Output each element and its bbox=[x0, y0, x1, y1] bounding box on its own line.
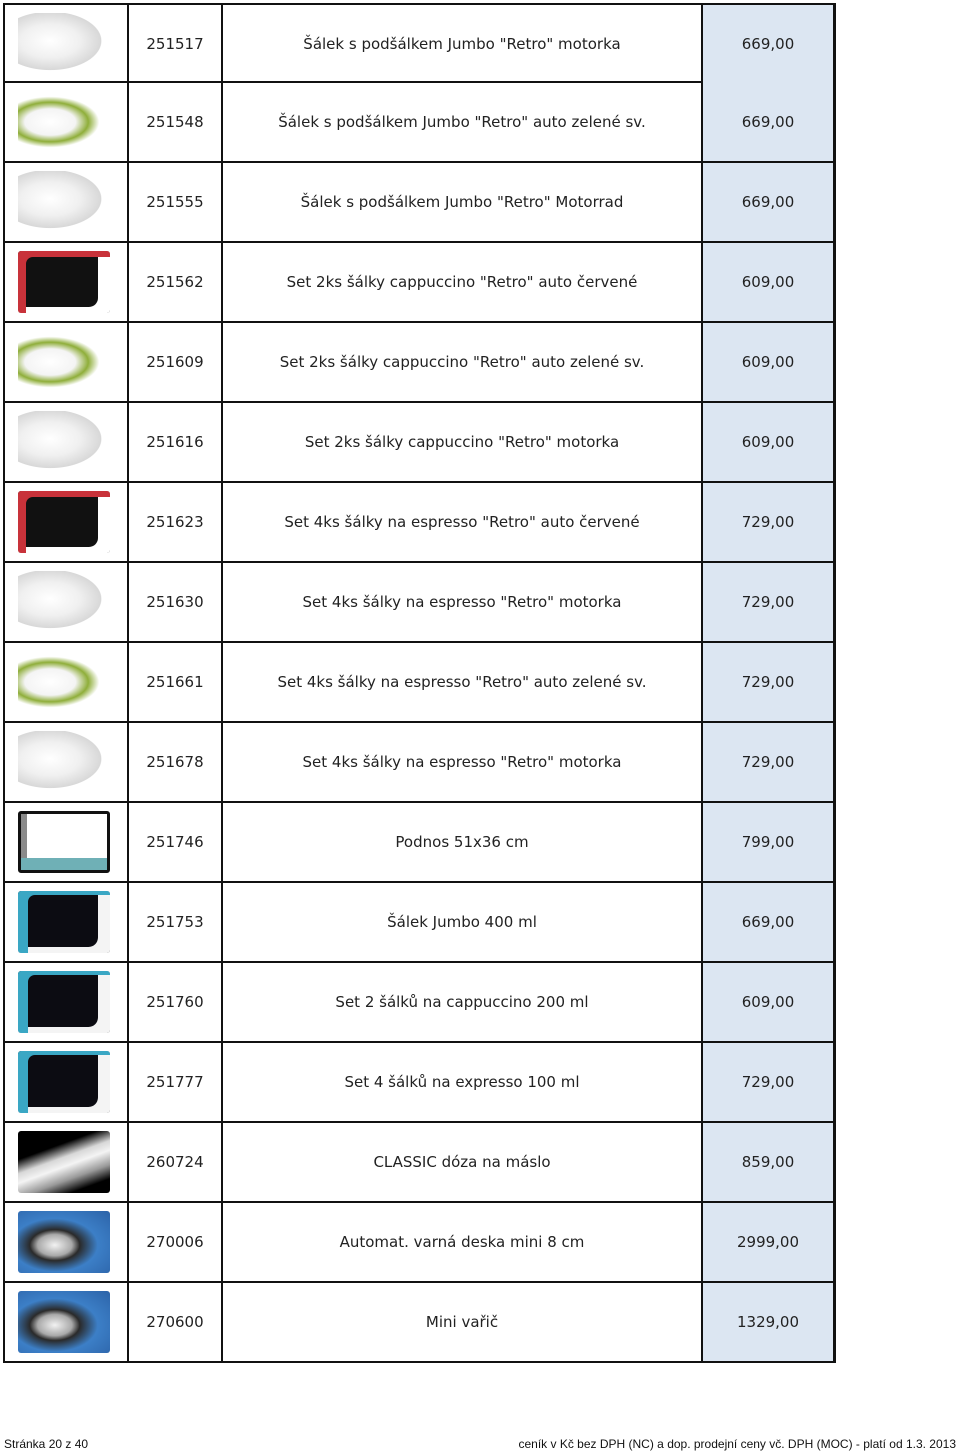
product-code: 251517 bbox=[127, 5, 223, 83]
product-name: Mini vařič bbox=[425, 1313, 499, 1331]
product-image-cell bbox=[3, 403, 123, 481]
product-image bbox=[18, 1211, 110, 1273]
product-name: Set 4ks šálky na espresso "Retro" auto červené bbox=[284, 513, 640, 531]
table-row bbox=[3, 323, 836, 403]
product-image bbox=[18, 251, 110, 313]
product-name: Šálek s podšálkem Jumbo "Retro" Motorrad bbox=[300, 193, 624, 211]
product-image-cell bbox=[3, 643, 123, 721]
product-code: 251616 bbox=[127, 403, 223, 481]
product-name: Set 4ks šálky na espresso "Retro" motorka bbox=[302, 753, 622, 771]
product-image bbox=[18, 1051, 110, 1113]
product-name: Set 2 šálků na cappuccino 200 ml bbox=[335, 993, 589, 1011]
product-price: 609,00 bbox=[701, 243, 836, 321]
product-price: 729,00 bbox=[701, 563, 836, 641]
product-code: 251678 bbox=[127, 723, 223, 801]
table-row bbox=[3, 643, 836, 723]
product-code: 260724 bbox=[127, 1123, 223, 1201]
product-image-cell bbox=[3, 5, 123, 83]
product-name: CLASSIC dóza na máslo bbox=[373, 1153, 551, 1171]
table-row bbox=[3, 163, 836, 243]
product-image bbox=[18, 571, 110, 633]
product-image bbox=[18, 731, 110, 793]
product-name: Set 2ks šálky cappuccino "Retro" auto zelené sv. bbox=[279, 353, 645, 371]
product-image-cell bbox=[3, 243, 123, 321]
table-row bbox=[3, 483, 836, 563]
product-code: 251760 bbox=[127, 963, 223, 1041]
price-list-note: ceník v Kč bez DPH (NC) a dop. prodejní ceny vč. DPH (MOC) - platí od 1.3. 2013 bbox=[518, 1437, 956, 1451]
product-name: Šálek s podšálkem Jumbo "Retro" motorka bbox=[303, 35, 621, 53]
table-row bbox=[3, 1043, 836, 1123]
product-name: Set 2ks šálky cappuccino "Retro" motorka bbox=[304, 433, 620, 451]
product-image-cell bbox=[3, 323, 123, 401]
table-row bbox=[3, 403, 836, 483]
product-price: 729,00 bbox=[701, 483, 836, 561]
table-row bbox=[3, 723, 836, 803]
table-row bbox=[3, 803, 836, 883]
product-image bbox=[18, 491, 110, 553]
product-image-cell bbox=[3, 1203, 123, 1281]
product-image-cell bbox=[3, 883, 123, 961]
product-code: 251630 bbox=[127, 563, 223, 641]
product-image bbox=[18, 411, 110, 473]
product-table bbox=[3, 3, 836, 1363]
product-image bbox=[18, 1131, 110, 1193]
table-row bbox=[3, 3, 836, 83]
product-name: Automat. varná deska mini 8 cm bbox=[339, 1233, 585, 1251]
product-code: 251609 bbox=[127, 323, 223, 401]
table-row bbox=[3, 243, 836, 323]
product-image-cell bbox=[3, 563, 123, 641]
product-image-cell bbox=[3, 723, 123, 801]
product-price: 729,00 bbox=[701, 643, 836, 721]
product-image bbox=[18, 331, 110, 393]
product-code: 251746 bbox=[127, 803, 223, 881]
product-price: 2999,00 bbox=[701, 1203, 836, 1281]
product-image-cell bbox=[3, 1123, 123, 1201]
table-row bbox=[3, 883, 836, 963]
product-image-cell bbox=[3, 1283, 123, 1361]
table-row bbox=[3, 563, 836, 643]
product-image-cell bbox=[3, 963, 123, 1041]
product-code: 251661 bbox=[127, 643, 223, 721]
product-image-cell bbox=[3, 1043, 123, 1121]
product-code: 251548 bbox=[127, 83, 223, 161]
product-image bbox=[18, 971, 110, 1033]
product-price: 669,00 bbox=[701, 5, 836, 83]
table-row bbox=[3, 83, 836, 163]
product-image bbox=[18, 13, 110, 75]
product-price: 609,00 bbox=[701, 963, 836, 1041]
product-price: 1329,00 bbox=[701, 1283, 836, 1361]
product-code: 251753 bbox=[127, 883, 223, 961]
product-image bbox=[18, 1291, 110, 1353]
product-name: Set 4 šálků na expresso 100 ml bbox=[344, 1073, 580, 1091]
product-code: 270006 bbox=[127, 1203, 223, 1281]
product-code: 251555 bbox=[127, 163, 223, 241]
product-code: 270600 bbox=[127, 1283, 223, 1361]
product-price: 729,00 bbox=[701, 1043, 836, 1121]
product-price: 799,00 bbox=[701, 803, 836, 881]
product-image bbox=[18, 891, 110, 953]
product-name: Podnos 51x36 cm bbox=[395, 833, 529, 851]
table-row bbox=[3, 1123, 836, 1203]
product-image bbox=[18, 651, 110, 713]
product-price: 669,00 bbox=[701, 883, 836, 961]
product-name: Šálek s podšálkem Jumbo "Retro" auto zelené sv. bbox=[278, 113, 646, 131]
product-image bbox=[18, 171, 110, 233]
product-image-cell bbox=[3, 803, 123, 881]
product-price: 609,00 bbox=[701, 403, 836, 481]
table-row bbox=[3, 1283, 836, 1363]
page-number: Stránka 20 z 40 bbox=[4, 1437, 89, 1451]
product-name: Set 4ks šálky na espresso "Retro" motorka bbox=[302, 593, 622, 611]
product-image-cell bbox=[3, 163, 123, 241]
product-price: 729,00 bbox=[701, 723, 836, 801]
product-image-cell bbox=[3, 83, 123, 161]
product-image bbox=[18, 811, 110, 873]
product-code: 251777 bbox=[127, 1043, 223, 1121]
product-price: 669,00 bbox=[701, 163, 836, 241]
product-price: 859,00 bbox=[701, 1123, 836, 1201]
product-code: 251562 bbox=[127, 243, 223, 321]
product-name: Set 4ks šálky na espresso "Retro" auto zelené sv. bbox=[277, 673, 647, 691]
product-name: Šálek Jumbo 400 ml bbox=[387, 913, 537, 931]
product-price: 669,00 bbox=[701, 83, 836, 161]
product-name: Set 2ks šálky cappuccino "Retro" auto červené bbox=[286, 273, 638, 291]
product-code: 251623 bbox=[127, 483, 223, 561]
product-price: 609,00 bbox=[701, 323, 836, 401]
table-row bbox=[3, 1203, 836, 1283]
product-image-cell bbox=[3, 483, 123, 561]
product-image bbox=[18, 91, 110, 153]
table-row bbox=[3, 963, 836, 1043]
